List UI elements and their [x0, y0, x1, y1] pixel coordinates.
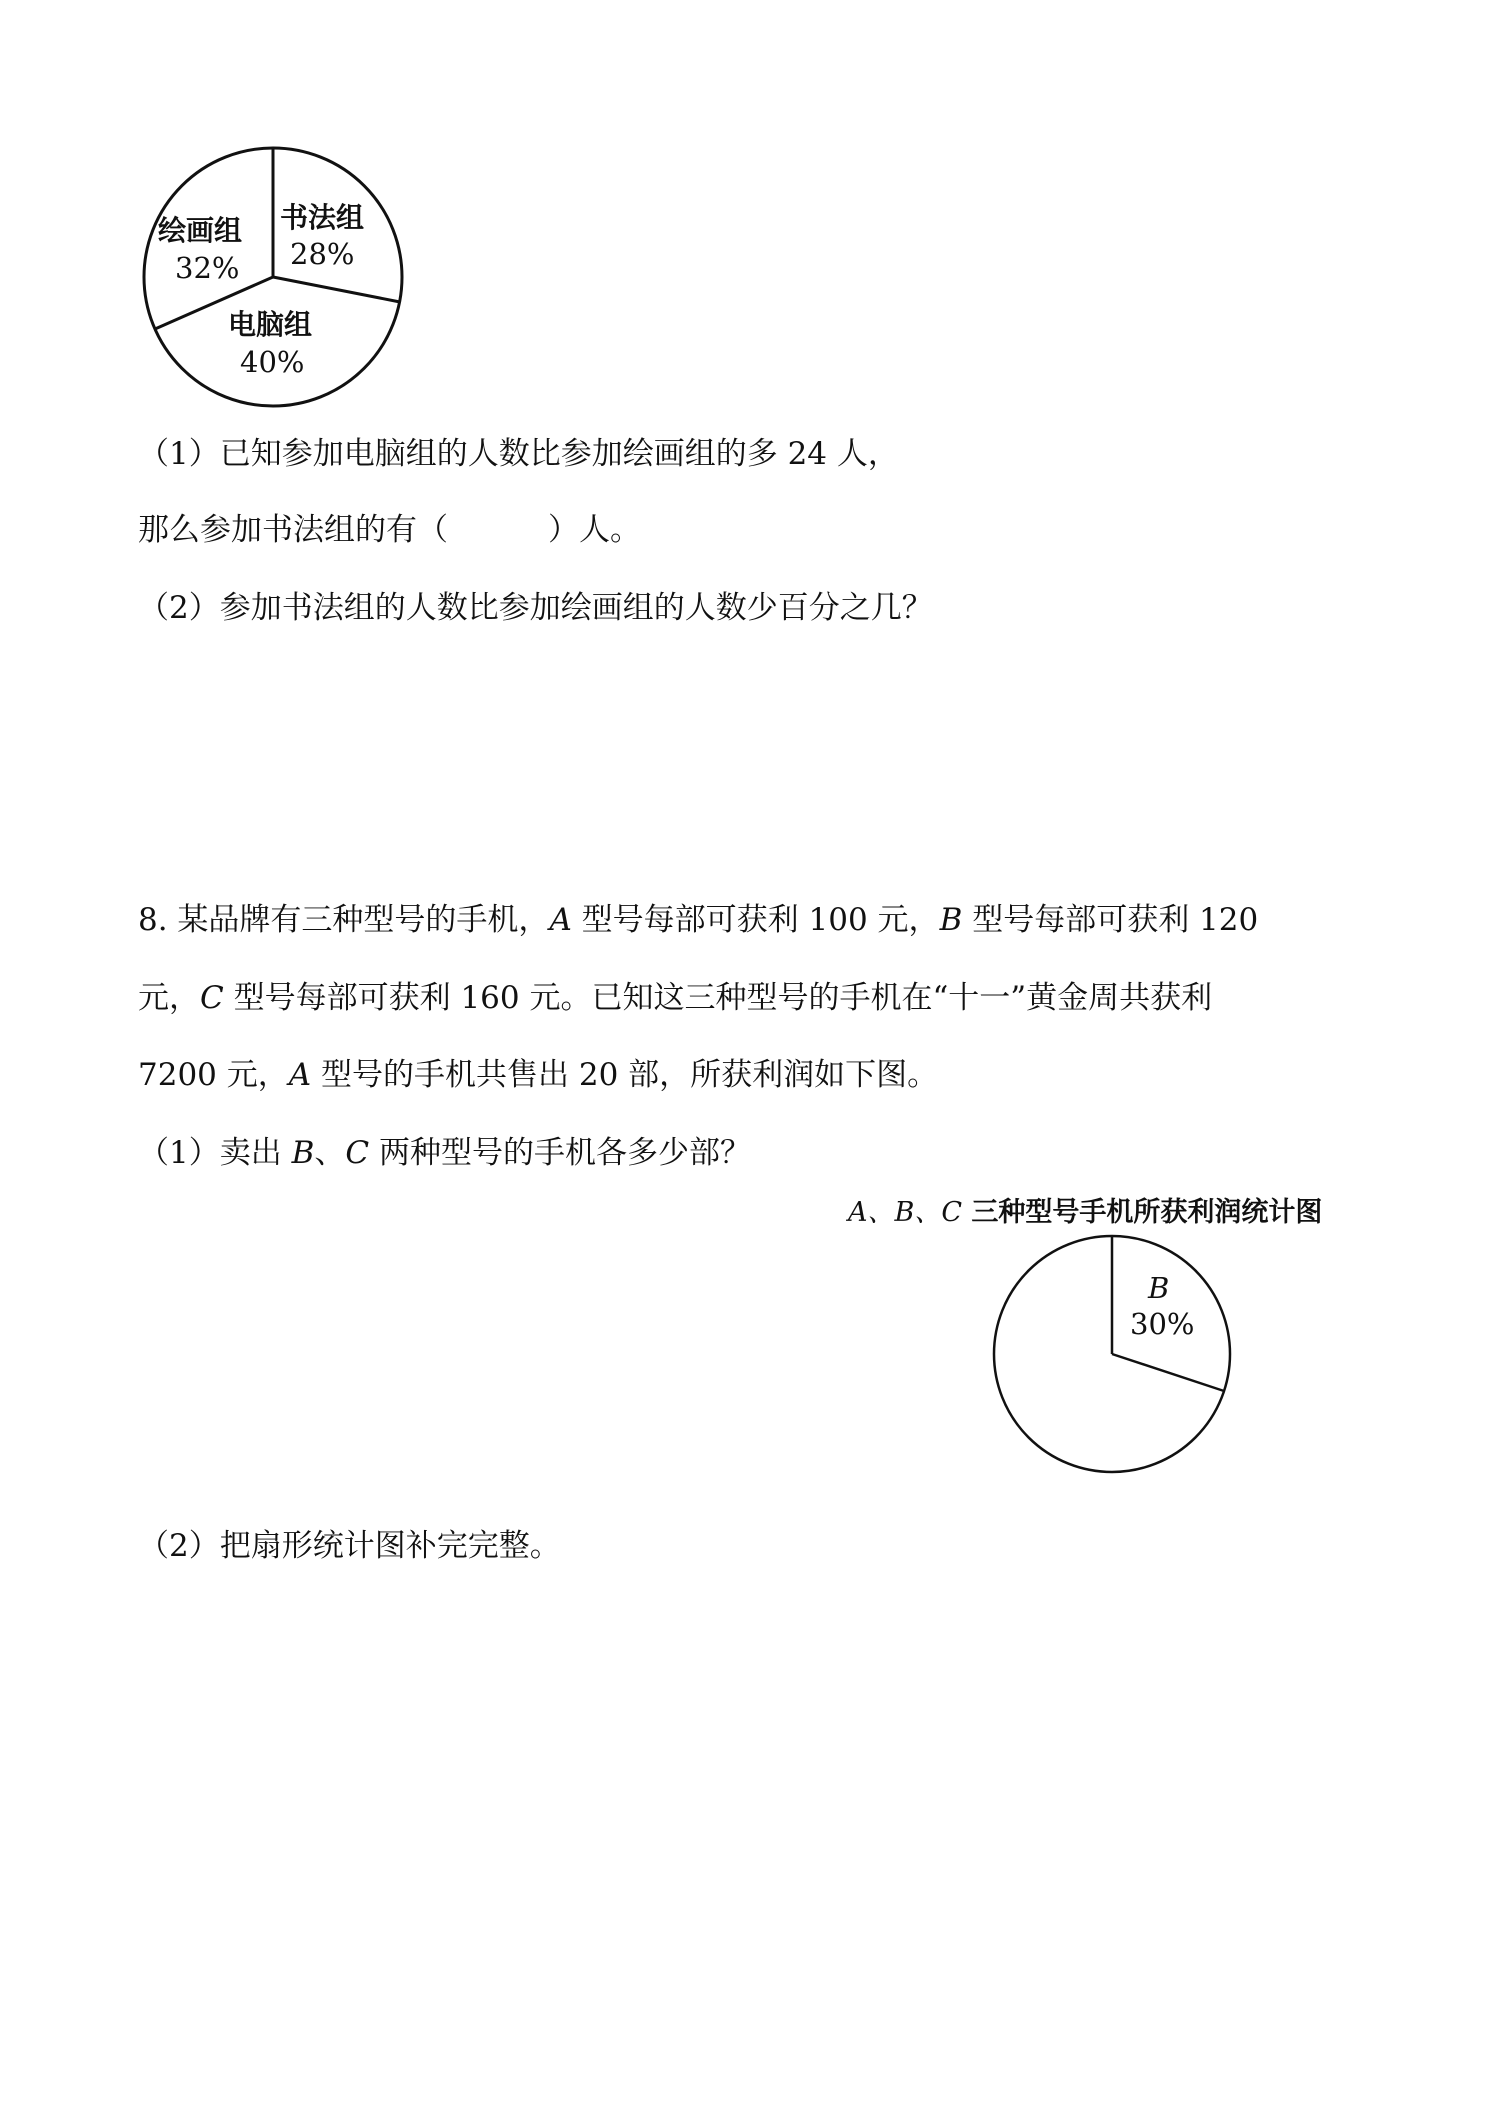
pie2-b-value: 30%: [1130, 1307, 1195, 1341]
activity-group-pie-chart: [140, 142, 420, 412]
q8-text: 型号每部可获利 160 元。已知这三种型号的手机在“十一”黄金周共获利: [223, 980, 1213, 1016]
q8-part1-text: 两种型号的手机各多少部？: [369, 1135, 751, 1171]
q8-part2-text: （2）把扇形统计图补完完整。: [138, 1528, 561, 1564]
model-c-label: C: [200, 980, 224, 1016]
q8-line3: [138, 1055, 938, 1095]
pie1-calligraphy-label: 书法组: [280, 201, 365, 234]
q8-text: 型号的手机共售出 20 部，所获利润如下图。: [311, 1057, 939, 1093]
profit-chart-title: [848, 1190, 1322, 1229]
model-b-label: B: [939, 902, 963, 938]
q7-part2: [138, 588, 933, 628]
pie2-divider-right: [1112, 1354, 1224, 1391]
profit-pie-chart: [990, 1230, 1250, 1480]
q8-text: 8. 某品牌有三种型号的手机，: [138, 902, 550, 938]
model-c-label: C: [345, 1135, 370, 1171]
q8-part1-sep: 、: [314, 1135, 346, 1171]
q7-part1-text-pre: 那么参加书法组的有（: [138, 512, 448, 548]
model-a-label: A: [288, 1057, 312, 1093]
q7-part2-text: （2）参加书法组的人数比参加绘画组的人数少百分之几？: [138, 590, 933, 626]
q8-text: 7200 元，: [138, 1057, 289, 1093]
q7-part1-line1: [138, 434, 899, 474]
q8-text: 型号每部可获利 100 元，: [571, 902, 940, 938]
q8-text: 型号每部可获利 120: [962, 902, 1259, 938]
model-b-label: B: [291, 1135, 315, 1171]
model-a-label: A: [549, 902, 572, 938]
q7-part1-text: （1）已知参加电脑组的人数比参加绘画组的多 24 人，: [138, 436, 899, 472]
q8-part1: [138, 1133, 751, 1173]
q8-part2: [138, 1526, 561, 1566]
pie1-painting-label: 绘画组: [158, 214, 243, 247]
pie1-divider-right: [273, 277, 400, 302]
pie1-computer-value: 40%: [240, 345, 305, 379]
q8-text: 元，: [138, 980, 200, 1016]
pie1-computer-label: 电脑组: [228, 308, 313, 341]
pie2-b-label: B: [1148, 1271, 1170, 1305]
q8-part1-text: （1）卖出: [138, 1135, 292, 1171]
pie1-painting-value: 32%: [175, 251, 240, 285]
q8-line2: [138, 978, 1212, 1018]
q7-part1-line2: [138, 510, 641, 550]
q8-line1: [138, 900, 1258, 940]
pie1-calligraphy-value: 28%: [290, 237, 355, 271]
profit-chart-title-prefix: A、B、C: [848, 1197, 962, 1228]
profit-chart-title-text: 三种型号手机所获利润统计图: [962, 1197, 1323, 1228]
q7-part1-text-post: ）人。: [548, 512, 641, 548]
